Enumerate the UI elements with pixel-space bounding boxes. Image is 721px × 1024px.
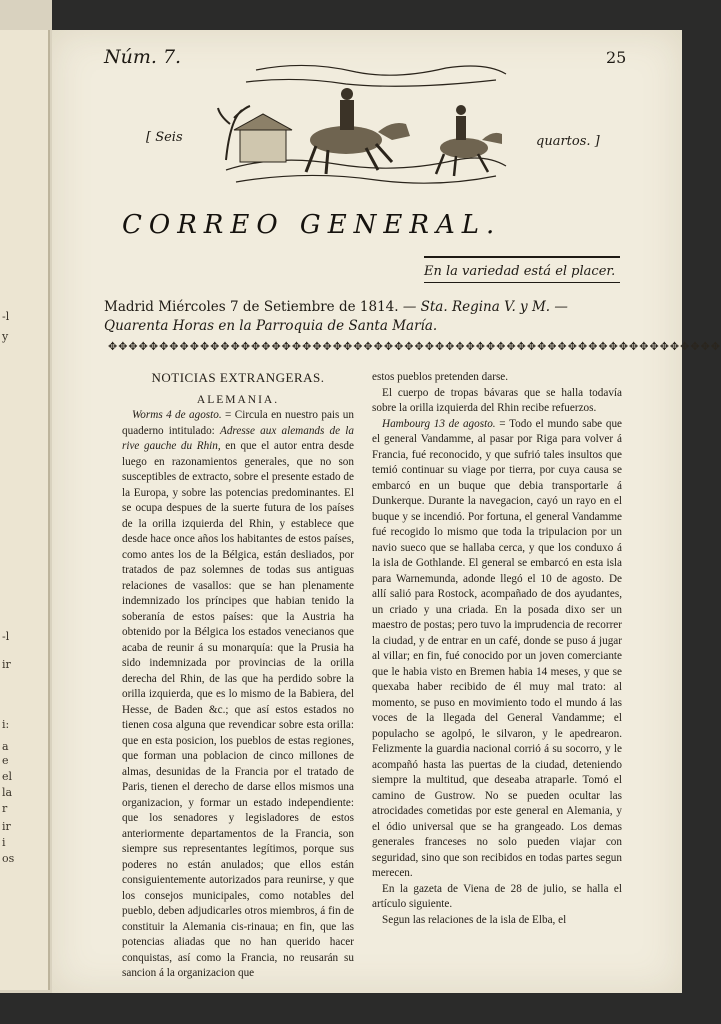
margin-fragment: ir: [2, 820, 11, 833]
margin-fragment: r: [2, 802, 8, 815]
article-text: en que el autor entra desde luego en razonamientos generales, que no son susceptibles de extracto, sobre el presente estado de la Europa, y sobre las potencias predominantes. El se ocupa despues de la suerte futura de los países de la orilla izquierda del Rhin, y establece que desde hace once años los habitantes de estos países, como antes los de la Bélgica, están desliados, por tratados de paz solemnes de todas sus antiguas relaciones de vasallos: que se han plenamente indemnizado los príncipes que habian tenido la soberanía de estos países: que la Austria ha obtenido por la Bélgica los estados venecianos que acaba de reunir á su monarquía: que la Prusia ha sido indemnizada por provincias de la orilla derecha del Rhin, de las que ha perdido sobre la orilla izquierda, que es lo mismo de la Babiera, del Hesse, de Baden &c.; que así estos estados no tienen cosa alguna que revendicar sobre esta orilla: que en esta posicion, los pueblos de estas regiones, que forman una poblacion de cinco millones de almas, desunidas de la Francia por el tratado de Paris, tienen el derecho de darse ellos mismos una organizacion, y formar un estado independiente: que los senadores y legisladores de estos anteriormente departamentos de la Francia, son siempre sus representantes legítimos, porque sus poderes no están anulados; que ellos están consiguientemente autorizados para reunirse, y que los consejos municipales, como notables del pueblo, deben adjudicarles otros miembros, á fin de constituir la Alemania cis-rinaua; en fin, que las potencias aliadas que no han querido hacer conquistas, así como la Francia, no reusarán su sancion á la organizacion que: [122, 440, 354, 979]
saints-of-day: — Sta. Regina V. y M. — Quarenta Horas en la Parroquia de Santa María.: [104, 299, 568, 334]
margin-fragment: el: [2, 770, 13, 783]
ornament-rule: ✥✥✥✥✥✥✥✥✥✥✥✥✥✥✥✥✥✥✥✥✥✥✥✥✥✥✥✥✥✥✥✥✥✥✥✥✥✥✥✥✥✥✥✥✥✥✥✥✥✥✥✥✥✥✥✥✥✥✥✥: [108, 340, 721, 353]
date: Madrid Miércoles 7 de Setiembre de 1814.: [104, 299, 399, 315]
motto-rule-bottom: [424, 282, 620, 283]
column-right: [372, 370, 622, 928]
page-number: 25: [606, 48, 627, 67]
margin-fragment: ir: [2, 658, 11, 671]
margin-fragment: e: [2, 754, 9, 767]
country-heading: ALEMANIA.: [196, 393, 280, 406]
section-heading: NOTICIAS EXTRANGERAS.: [151, 370, 325, 385]
margin-fragment: -l: [2, 310, 10, 323]
dateline-place: Hambourg 13 de agosto.: [382, 417, 496, 430]
margin-fragment: i:: [2, 718, 10, 731]
margin-fragment: la: [2, 786, 13, 799]
newspaper-title: CORREO GENERAL.: [122, 210, 502, 240]
previous-page-fragments: [0, 30, 44, 990]
article-paragraph: [122, 408, 354, 982]
newspaper-page: [52, 30, 721, 993]
margin-fragment: a: [2, 740, 9, 753]
quoted-title: Adresse aux alemands de la rive gauche du Rhin,: [122, 424, 354, 452]
motto: En la variedad está el placer.: [424, 264, 616, 279]
scan-background: [0, 993, 715, 1024]
article-paragraph: El cuerpo de tropas bávaras que se halla todavía sobre la orilla izquierda del Rhin recibe refuerzos.: [372, 386, 622, 414]
margin-fragment: -l: [2, 630, 10, 643]
price-right: quartos. ]: [536, 134, 600, 149]
dateline-place: Worms 4 de agosto.: [132, 409, 222, 421]
margin-fragment: y: [2, 330, 9, 343]
issue-number: Núm. 7.: [104, 46, 182, 68]
article-text: = Circula en nuestro pais un quaderno intitulado:: [122, 409, 354, 437]
margin-fragment: i: [2, 836, 6, 849]
article-paragraph: [372, 417, 622, 882]
article-paragraph: estos pueblos pretenden darse.: [372, 371, 509, 383]
dateline: [104, 298, 624, 336]
price-left: [ Seis: [146, 130, 183, 145]
column-left: [122, 370, 354, 982]
motto-rule-top: [424, 256, 620, 258]
margin-fragment: os: [2, 852, 15, 865]
masthead-vignette-image: [216, 50, 516, 200]
article-paragraph: En la gazeta de Viena de 28 de julio, se halla el artículo siguiente.: [372, 882, 622, 910]
article-text: = Todo el mundo sabe que el general Vandamme, al pasar por Riga para volver á Francia, fué reconocido, y que sufrió tales insultos que temió continuar su viage por tierra, por cuya causa se embarcó en un buque que debia transportarle á Dunkerque. Durante la navegacion, cayó un rayo en el buque y se incendió. Por fortuna, el general Vandamme fué recogido lo mismo que toda la tripulacion por un navio sueco que se hallaba cerca, y que los conduxo á la isla de Gothlande. El general se embarcó en esta isla para Warnemunda, adonde llegó el 10 de agosto. De allí salió para Rostock, acompañado de dos ayudantes, un criado y una criada. En la posada dixo ser un maestro de postas; pero tuvo la imprudencia de recorrer la ciudad, y de entrar en un café, donde se puso á jugar al villar; en fin, fué conocido por un joven comerciante que le habia visto en Bremen habia 14 meses, y que se quexaba haber recibido de él muy mal trato: al momento, se puso en movimiento todo el mundo á las voces de la llegada del General Vandamme; el populacho se agolpó, le silvaron, y le apedrearon. Felizmente la guardia nacional corrió á su socorro, y le acompañó hasta las puertas de la ciudad, deteniendo siempre la multitud, que deseaba atraparle. Tomó el camino de Gustrow. No se pueden ocultar las atrocidades cometidas por este general en Alemania, y el ódio universal que se ha grangeado. Los demas generales franceses no solo pueden viajar con seguridad, sino que son recibidos en todas partes segun merecen.: [372, 417, 622, 879]
article-paragraph: Segun las relaciones de la isla de Elba, el: [382, 913, 567, 926]
